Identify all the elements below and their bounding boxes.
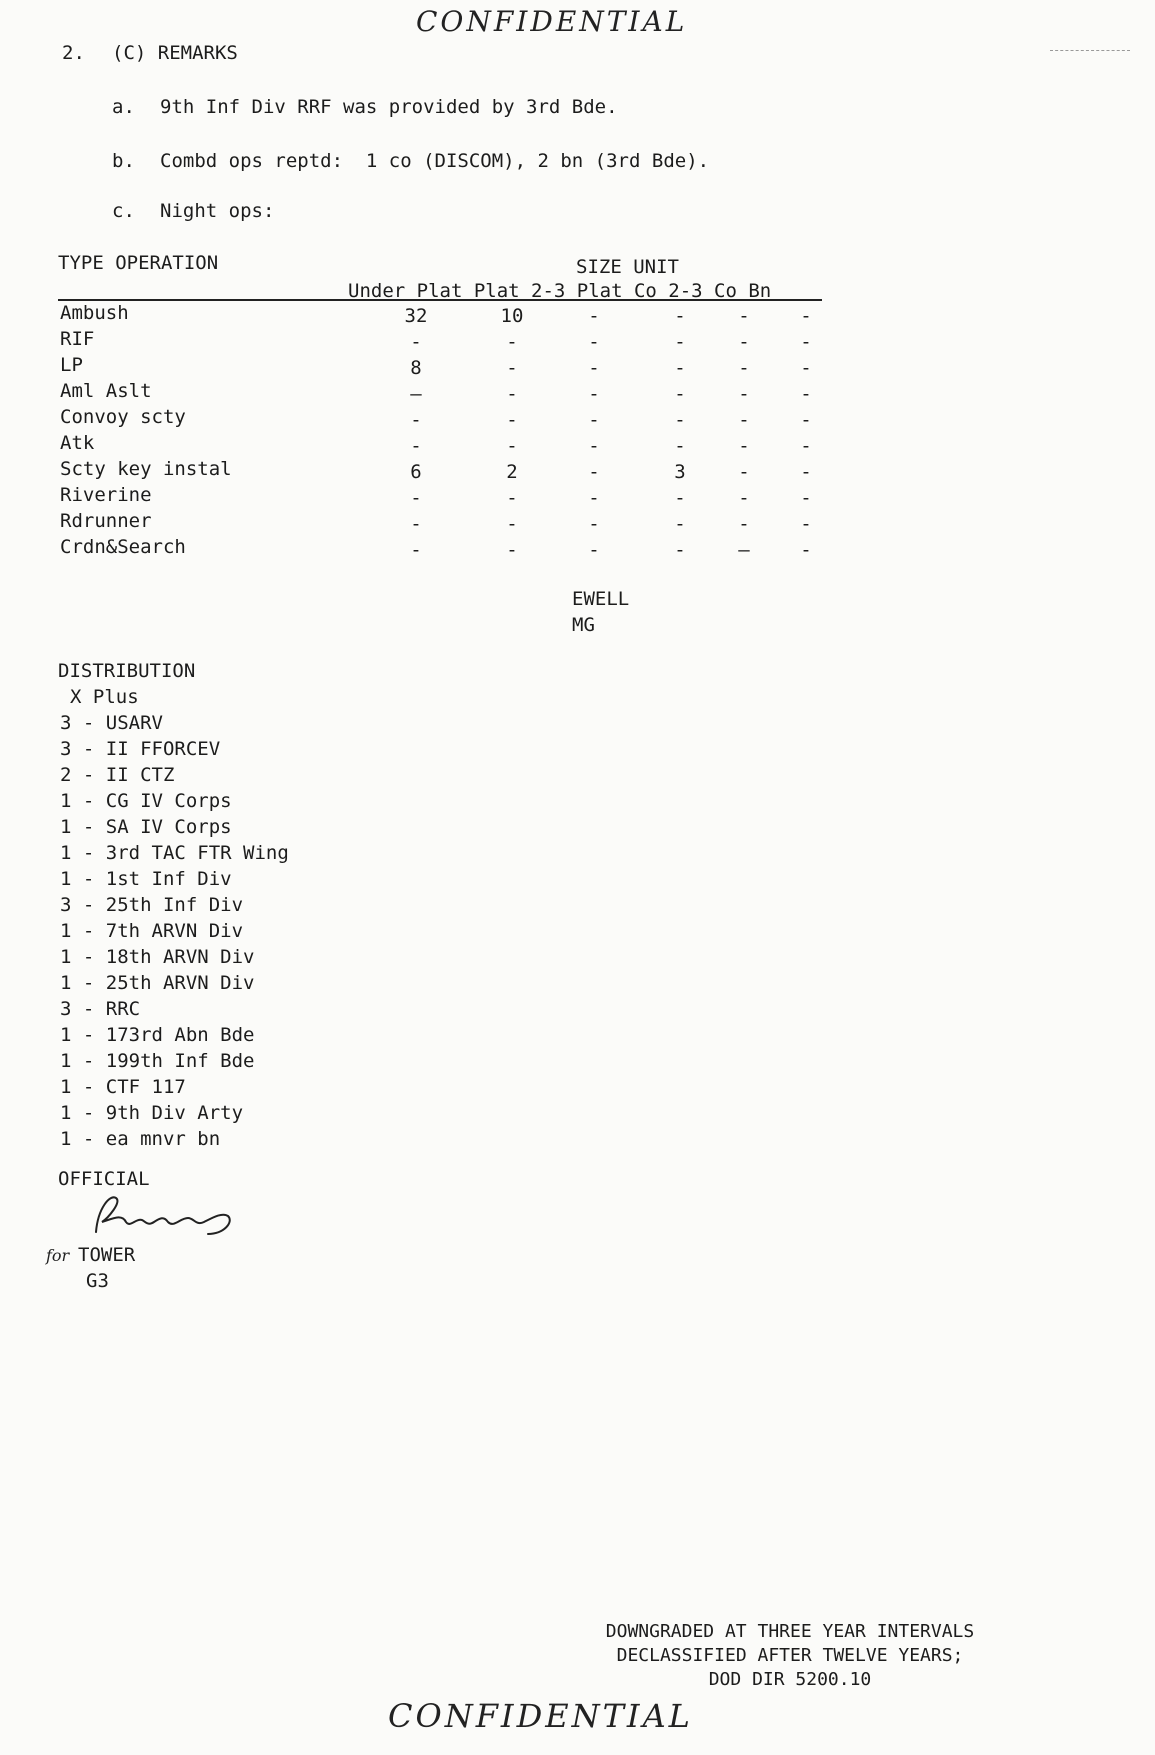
cell: -: [738, 331, 750, 353]
downgrade-line: DECLASSIFIED AFTER TWELVE YEARS;: [616, 1645, 964, 1666]
cell: -: [506, 513, 518, 535]
cell: —: [410, 383, 422, 405]
row-label: Riverine: [60, 484, 152, 506]
remark-b-text: Combd ops reptd: 1 co (DISCOM), 2 bn (3rd Bde).: [160, 150, 710, 172]
cell: 8: [410, 357, 422, 379]
cell: -: [506, 487, 518, 509]
cell: -: [674, 435, 686, 457]
cell: 32: [404, 305, 428, 327]
list-item: 1 - 1st Inf Div: [60, 868, 232, 890]
cell: -: [506, 383, 518, 405]
list-item: 1 - SA IV Corps: [60, 816, 232, 838]
cell: -: [588, 435, 600, 457]
cell: -: [674, 331, 686, 353]
margin-mark: [1050, 50, 1130, 51]
cell: -: [800, 357, 812, 379]
cell: -: [800, 513, 812, 535]
remark-b-letter: b.: [112, 150, 135, 172]
cell: -: [588, 357, 600, 379]
signature-prefix: for: [46, 1246, 70, 1265]
list-item: 3 - USARV: [60, 712, 163, 734]
distribution-title: DISTRIBUTION: [58, 660, 196, 682]
row-label: Ambush: [60, 302, 129, 324]
cell: -: [506, 357, 518, 379]
table-rule: [58, 299, 822, 301]
cell: —: [738, 539, 750, 561]
cell: -: [506, 331, 518, 353]
signature-mark: [88, 1188, 248, 1248]
list-item: 3 - 25th Inf Div: [60, 894, 244, 916]
cell: -: [588, 409, 600, 431]
cell: -: [800, 461, 812, 483]
row-label: Crdn&Search: [60, 536, 186, 558]
cell: -: [738, 383, 750, 405]
downgrade-line: DOWNGRADED AT THREE YEAR INTERVALS: [605, 1621, 975, 1642]
list-item: 1 - CTF 117: [60, 1076, 186, 1098]
commander-name: EWELL: [572, 588, 630, 610]
classification-footer: CONFIDENTIAL: [388, 1697, 693, 1735]
list-item: 2 - II CTZ: [60, 764, 175, 786]
row-label: Rdrunner: [60, 510, 152, 532]
cell: -: [738, 461, 750, 483]
cell: -: [410, 487, 422, 509]
cell: -: [738, 487, 750, 509]
cell: -: [588, 331, 600, 353]
cell: -: [588, 539, 600, 561]
commander-rank: MG: [572, 614, 595, 636]
row-label: Aml Aslt: [60, 380, 152, 402]
table-subheader: Under Plat Plat 2-3 Plat Co 2-3 Co Bn: [348, 280, 772, 302]
cell: -: [506, 409, 518, 431]
list-item: 1 - 173rd Abn Bde: [60, 1024, 255, 1046]
list-item: 1 - 9th Div Arty: [60, 1102, 244, 1124]
list-item: 1 - 25th ARVN Div: [60, 972, 255, 994]
list-item: 3 - II FFORCEV: [60, 738, 221, 760]
cell: -: [800, 539, 812, 561]
row-label: Atk: [60, 432, 95, 454]
cell: -: [410, 539, 422, 561]
cell: -: [410, 331, 422, 353]
cell: -: [800, 435, 812, 457]
list-item: 1 - 18th ARVN Div: [60, 946, 255, 968]
cell: -: [738, 435, 750, 457]
official-label: OFFICIAL: [58, 1168, 150, 1190]
cell: -: [800, 331, 812, 353]
cell: -: [738, 513, 750, 535]
remark-c-text: Night ops:: [160, 200, 275, 222]
cell: -: [674, 487, 686, 509]
cell: -: [800, 409, 812, 431]
cell: -: [506, 539, 518, 561]
cell: -: [674, 357, 686, 379]
cell: 2: [506, 461, 518, 483]
cell: -: [410, 409, 422, 431]
cell: -: [674, 539, 686, 561]
remark-c-letter: c.: [112, 200, 135, 222]
cell: -: [410, 513, 422, 535]
official-name: TOWER: [78, 1244, 136, 1266]
cell: -: [674, 383, 686, 405]
list-item: 1 - ea mnvr bn: [60, 1128, 221, 1150]
row-label: Convoy scty: [60, 406, 186, 428]
classification-header: CONFIDENTIAL: [416, 5, 688, 38]
cell: -: [738, 305, 750, 327]
cell: 6: [410, 461, 422, 483]
cell: -: [674, 409, 686, 431]
cell: -: [588, 487, 600, 509]
list-item: 1 - CG IV Corps: [60, 790, 232, 812]
cell: -: [506, 435, 518, 457]
table-type-header: TYPE OPERATION: [58, 252, 219, 274]
row-label: RIF: [60, 328, 95, 350]
cell: -: [674, 305, 686, 327]
row-label: Scty key instal: [60, 458, 232, 480]
cell: -: [738, 409, 750, 431]
official-title: G3: [86, 1270, 109, 1292]
list-item: 1 - 7th ARVN Div: [60, 920, 244, 942]
remark-a-text: 9th Inf Div RRF was provided by 3rd Bde.: [160, 96, 618, 118]
cell: -: [588, 461, 600, 483]
cell: -: [410, 435, 422, 457]
downgrade-notice: [560, 1620, 1020, 1692]
downgrade-line: DOD DIR 5200.10: [708, 1669, 872, 1690]
cell: -: [674, 513, 686, 535]
cell: -: [738, 357, 750, 379]
list-item: 1 - 3rd TAC FTR Wing: [60, 842, 289, 864]
cell: -: [800, 487, 812, 509]
list-item: 3 - RRC: [60, 998, 141, 1020]
remark-a-letter: a.: [112, 96, 135, 118]
cell: -: [800, 383, 812, 405]
cell: -: [800, 305, 812, 327]
section-title: (C) REMARKS: [112, 42, 238, 64]
table-size-header: SIZE UNIT: [576, 256, 679, 278]
list-item: 1 - 199th Inf Bde: [60, 1050, 255, 1072]
row-label: LP: [60, 354, 83, 376]
cell: -: [588, 305, 600, 327]
cell: 10: [500, 305, 524, 327]
section-number: 2.: [62, 42, 85, 64]
cell: 3: [674, 461, 686, 483]
distribution-plus: X Plus: [70, 686, 139, 708]
cell: -: [588, 513, 600, 535]
cell: -: [588, 383, 600, 405]
